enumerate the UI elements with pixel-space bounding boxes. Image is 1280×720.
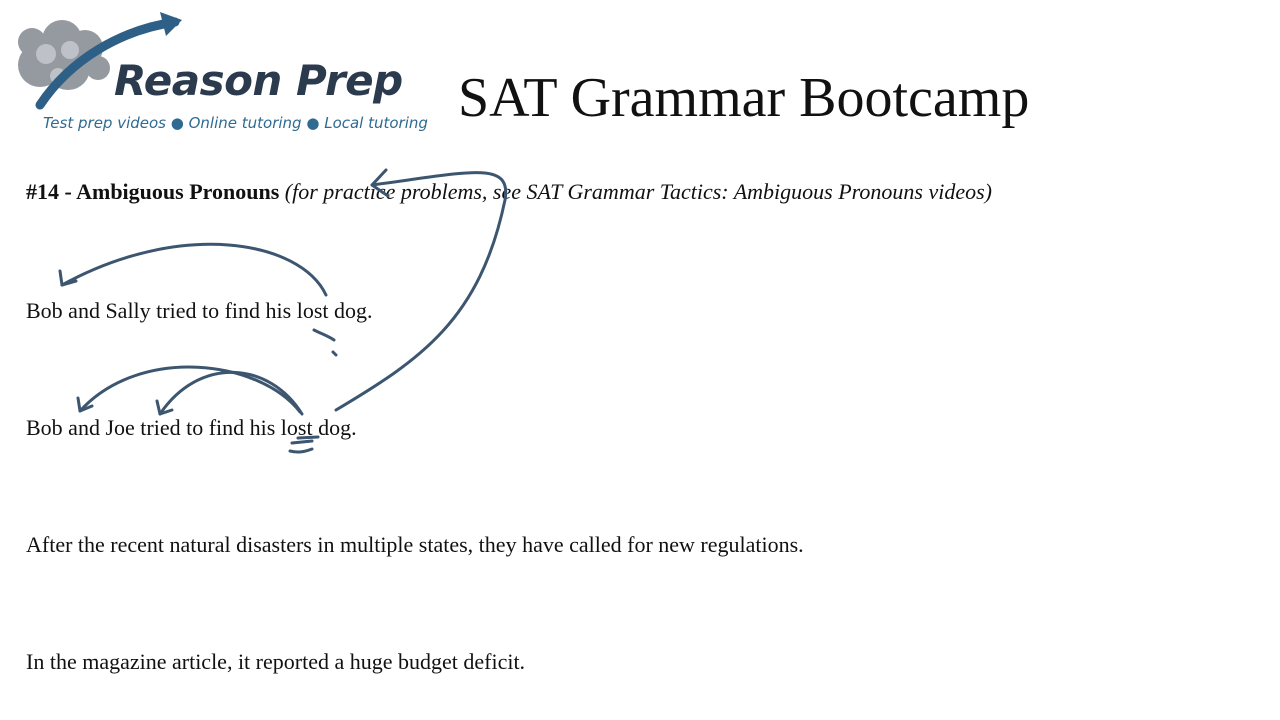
page-title: SAT Grammar Bootcamp (458, 67, 1030, 129)
logo-tagline: Test prep videos ● Online tutoring ● Local tutoring (43, 114, 428, 132)
section-title: #14 - Ambiguous Pronouns (26, 179, 280, 204)
logo-wordmark: Reason Prep (114, 56, 403, 105)
underline-mark (333, 352, 336, 355)
pronoun-arrow (62, 244, 326, 295)
example-sentence: After the recent natural disasters in multiple states, they have called for new regulations. (26, 532, 804, 557)
example-sentence: Bob and Sally tried to find his lost dog. (26, 298, 373, 323)
underline-mark (292, 441, 312, 443)
pronoun-arrow (336, 173, 506, 410)
arrowhead (157, 401, 172, 414)
pronoun-arrow (160, 372, 302, 414)
example-sentence: Bob and Joe tried to find his lost dog. (26, 415, 357, 440)
pronoun-arrow (80, 367, 300, 412)
arrowhead (78, 398, 92, 411)
reason-prep-logo (10, 10, 428, 140)
section-note: (for practice problems, see SAT Grammar Tactics: Ambiguous Pronouns videos) (284, 179, 993, 204)
underline-mark (290, 449, 312, 452)
example-sentence: In the magazine article, it reported a huge budget deficit. (26, 649, 526, 674)
section-heading (26, 181, 992, 203)
arrowhead (60, 271, 76, 285)
underline-mark (314, 330, 334, 340)
